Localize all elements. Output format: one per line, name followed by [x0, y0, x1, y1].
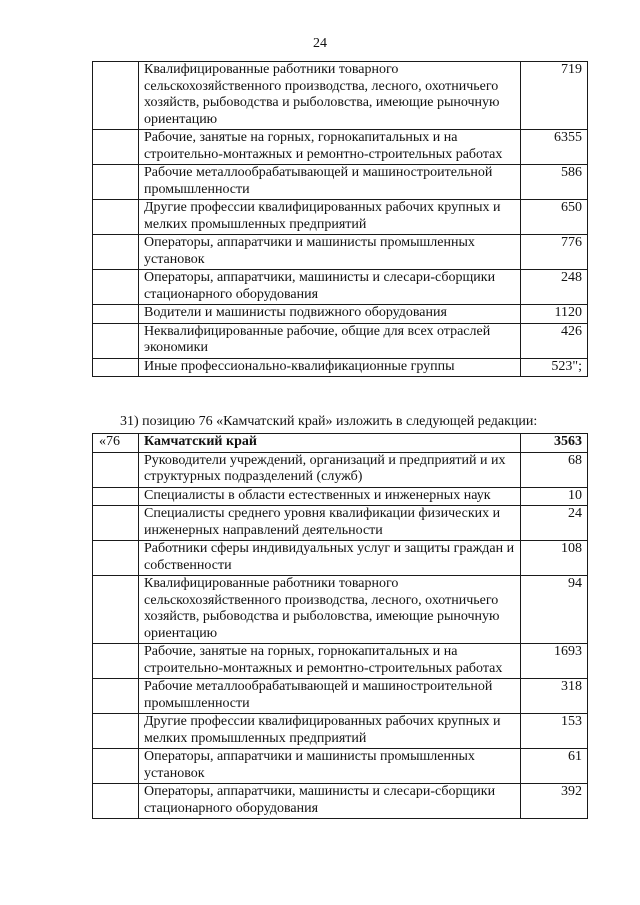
occupation-group-cell: Работники сферы индивидуальных услуг и защиты граждан и собственности	[139, 541, 521, 576]
row-number-cell	[93, 270, 139, 305]
count-cell: 650	[521, 200, 588, 235]
occupation-group-cell: Операторы, аппаратчики, машинисты и слесари-сборщики стационарного оборудования	[139, 784, 521, 819]
row-number-cell	[93, 323, 139, 358]
count-cell: 392	[521, 784, 588, 819]
row-number-cell	[93, 62, 139, 130]
kamchatka-occupation-table	[92, 433, 588, 819]
occupation-group-cell: Водители и машинисты подвижного оборудования	[139, 305, 521, 324]
count-cell: 1693	[521, 644, 588, 679]
occupation-group-cell: Специалисты в области естественных и инженерных наук	[139, 487, 521, 506]
occupation-group-cell: Операторы, аппаратчики, машинисты и слесари-сборщики стационарного оборудования	[139, 270, 521, 305]
count-cell: 24	[521, 506, 588, 541]
table-row	[93, 452, 588, 487]
count-cell: 719	[521, 62, 588, 130]
amendment-instruction: 31) позицию 76 «Камчатский край» изложить в следующей редакции:	[120, 414, 538, 429]
row-number-cell	[93, 679, 139, 714]
count-cell: 6355	[521, 130, 588, 165]
table-row	[93, 305, 588, 324]
table-row	[93, 749, 588, 784]
count-cell: 1120	[521, 305, 588, 324]
count-cell: 68	[521, 452, 588, 487]
table-row	[93, 270, 588, 305]
occupation-group-cell: Другие профессии квалифицированных рабочих крупных и мелких промышленных предприятий	[139, 714, 521, 749]
occupation-group-cell: Рабочие металлообрабатывающей и машиностроительной промышленности	[139, 679, 521, 714]
count-cell: 318	[521, 679, 588, 714]
row-number-cell	[93, 358, 139, 377]
table-row	[93, 62, 588, 130]
row-number-cell	[93, 130, 139, 165]
row-number-cell	[93, 235, 139, 270]
count-cell: 153	[521, 714, 588, 749]
table-row	[93, 576, 588, 644]
row-number-cell	[93, 541, 139, 576]
table-row	[93, 200, 588, 235]
count-cell: 10	[521, 487, 588, 506]
table-row	[93, 358, 588, 377]
occupation-group-cell: Руководители учреждений, организаций и предприятий и их структурных подразделений (служб)	[139, 452, 521, 487]
row-number-cell	[93, 644, 139, 679]
table-row	[93, 235, 588, 270]
table-body	[93, 62, 588, 377]
row-number-cell	[93, 576, 139, 644]
count-cell: 523";	[521, 358, 588, 377]
count-cell: 61	[521, 749, 588, 784]
count-cell: 776	[521, 235, 588, 270]
table-row	[93, 165, 588, 200]
table-row	[93, 487, 588, 506]
count-cell: 586	[521, 165, 588, 200]
occupation-group-cell: Другие профессии квалифицированных рабочих крупных и мелких промышленных предприятий	[139, 200, 521, 235]
row-number-cell	[93, 305, 139, 324]
count-cell: 108	[521, 541, 588, 576]
row-number-cell	[93, 452, 139, 487]
count-cell: 426	[521, 323, 588, 358]
occupation-table-continued	[92, 61, 588, 377]
occupation-group-cell: Операторы, аппаратчики и машинисты промышленных установок	[139, 749, 521, 784]
table-row	[93, 714, 588, 749]
occupation-group-cell: Неквалифицированные рабочие, общие для всех отраслей экономики	[139, 323, 521, 358]
table-body	[93, 434, 588, 819]
table-row	[93, 323, 588, 358]
page-number: 24	[313, 36, 327, 51]
occupation-group-cell: Рабочие металлообрабатывающей и машиностроительной промышленности	[139, 165, 521, 200]
row-number-cell	[93, 714, 139, 749]
occupation-group-cell: Операторы, аппаратчики и машинисты промышленных установок	[139, 235, 521, 270]
table-row	[93, 784, 588, 819]
occupation-group-cell: Рабочие, занятые на горных, горнокапитальных и на строительно-монтажных и ремонтно-строительных работах	[139, 644, 521, 679]
occupation-group-cell: Квалифицированные работники товарного сельскохозяйственного производства, лесного, охотничьего хозяйств, рыбоводства и рыболовства, имеющие рыночную ориентацию	[139, 576, 521, 644]
table-row	[93, 541, 588, 576]
count-cell: 248	[521, 270, 588, 305]
region-name-cell: Камчатский край	[139, 434, 521, 453]
region-header-row	[93, 434, 588, 453]
row-number-cell	[93, 165, 139, 200]
occupation-group-cell: Иные профессионально-квалификационные группы	[139, 358, 521, 377]
table-row	[93, 644, 588, 679]
table-row	[93, 506, 588, 541]
table-row	[93, 130, 588, 165]
table-row	[93, 679, 588, 714]
position-number-cell: «76	[93, 434, 139, 453]
row-number-cell	[93, 200, 139, 235]
occupation-group-cell: Квалифицированные работники товарного сельскохозяйственного производства, лесного, охотничьего хозяйств, рыбоводства и рыболовства, имеющие рыночную ориентацию	[139, 62, 521, 130]
row-number-cell	[93, 784, 139, 819]
row-number-cell	[93, 487, 139, 506]
region-total-cell: 3563	[521, 434, 588, 453]
occupation-group-cell: Рабочие, занятые на горных, горнокапитальных и на строительно-монтажных и ремонтно-строительных работах	[139, 130, 521, 165]
occupation-group-cell: Специалисты среднего уровня квалификации физических и инженерных направлений деятельности	[139, 506, 521, 541]
row-number-cell	[93, 749, 139, 784]
row-number-cell	[93, 506, 139, 541]
count-cell: 94	[521, 576, 588, 644]
